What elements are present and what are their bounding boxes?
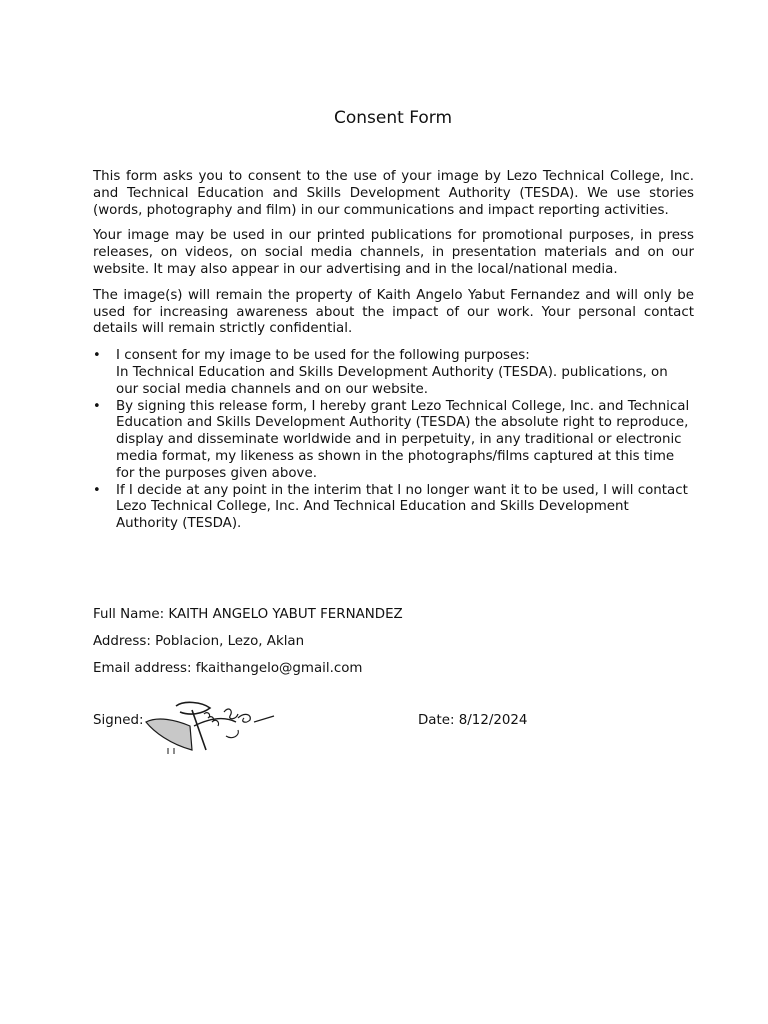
signed-label: Signed: — [93, 713, 144, 728]
bullet-item-purposes — [93, 348, 694, 398]
bullet-item-release — [93, 399, 694, 483]
document-title: Consent Form — [333, 108, 453, 128]
personal-details — [93, 606, 403, 687]
bullet-dot-icon: • — [93, 398, 101, 414]
paragraph-property: The image(s) will remain the property of Kaith Angelo Yabut Fernandez and will only be used for increasing awareness about the impact of our work. Your personal contact details will remain strictly confidential. — [93, 287, 694, 337]
bullet-text: By signing this release form, I hereby grant Lezo Technical College, Inc. and Technical Education and Skills Development Authority (TESDA) the absolute right to reproduce, display and disseminate worldwide and in perpetuity, in any traditional or electronic media format, my likeness as shown in the photographs/films captured at this time for the purposes given above. — [116, 398, 690, 481]
full-name-field: Full Name: KAITH ANGELO YABUT FERNANDEZ — [93, 607, 403, 622]
email-field: Email address: fkaithangelo@gmail.com — [93, 661, 363, 676]
document-body — [93, 169, 694, 533]
bullet-text: If I decide at any point in the interim that I no longer want it to be used, I will contact Lezo Technical College, Inc. And Technical Education and Skills Development Authority (TESDA). — [116, 482, 688, 532]
bullet-item-withdraw — [93, 483, 694, 533]
handwritten-signature-icon — [140, 696, 280, 756]
bullet-subtext: In Technical Education and Skills Development Authority (TESDA). publications, on our social media channels and on our website. — [116, 364, 668, 397]
consent-bullet-list — [93, 348, 694, 533]
signature-date: Date: 8/12/2024 — [418, 713, 528, 728]
address-field: Address: Poblacion, Lezo, Aklan — [93, 634, 305, 649]
bullet-dot-icon: • — [93, 482, 101, 498]
paragraph-intro: This form asks you to consent to the use of your image by Lezo Technical College, Inc. and Technical Education and Skills Development Authority (TESDA). We use stories (words, photography and film) in our communications and impact reporting activities. — [93, 169, 694, 218]
bullet-dot-icon: • — [93, 348, 101, 364]
bullet-text: I consent for my image to be used for the following purposes: — [116, 348, 530, 364]
paragraph-usage: Your image may be used in our printed publications for promotional purposes, in press releases, on videos, on social media channels, in presentation materials and on our website. It may also appear in our advertising and in the local/national media. — [93, 228, 694, 277]
